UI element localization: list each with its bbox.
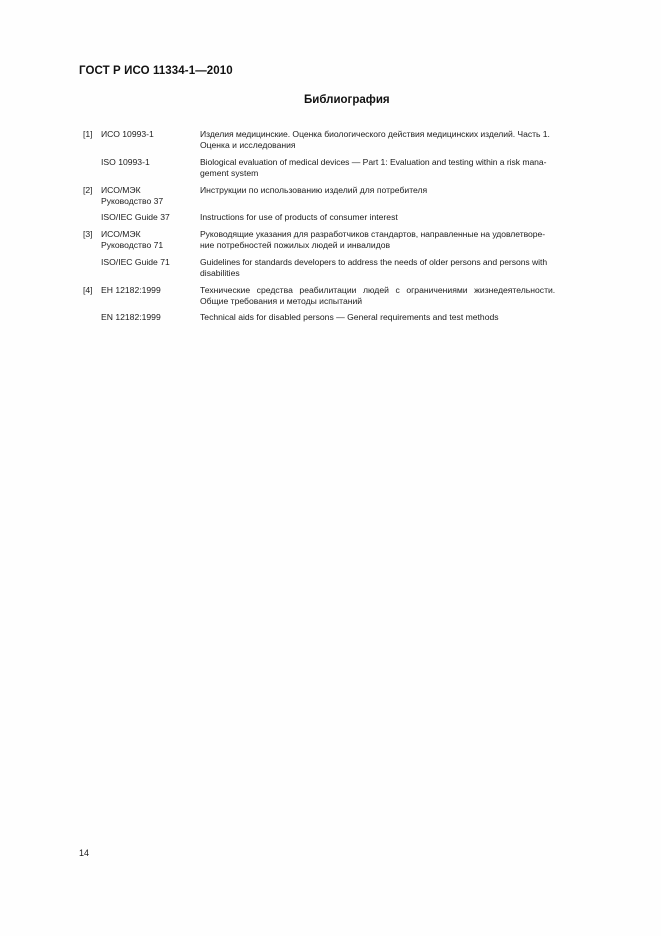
entry-title <box>200 312 613 323</box>
entry-title <box>200 212 613 223</box>
section-title: Библиография <box>304 94 390 106</box>
bibliography-entry <box>83 129 613 179</box>
entry-title-line: Технические средства реабилитации людей с ограничениями жизнедеятельности. <box>200 284 556 295</box>
entry-reference-line: Руководство 37 <box>101 195 164 206</box>
entry-title-line: Общие требования и методы испытаний <box>200 295 363 306</box>
entry-english-row <box>83 212 613 223</box>
entry-title <box>200 285 613 307</box>
entry-title-line: Оценка и исследования <box>200 140 296 151</box>
entry-title-line: Инструкции по использованию изделий для потребителя <box>200 184 428 195</box>
entry-reference <box>101 185 200 207</box>
entry-english-row <box>83 157 613 179</box>
entry-reference: EN 12182:1999 <box>101 312 161 323</box>
entry-russian-row <box>83 285 613 307</box>
entry-english-row <box>83 257 613 279</box>
entry-reference: ИСО 10993-1 <box>101 129 154 139</box>
entry-reference: ISO/IEC Guide 71 <box>101 256 170 267</box>
entry-number: [3] <box>83 228 93 239</box>
entry-russian-row <box>83 129 613 151</box>
entry-title-line: gement system <box>200 168 259 178</box>
entry-title-line: Руководящие указания для разработчиков стандартов, направленные на удовлетворе- <box>200 228 546 239</box>
entry-reference: ЕН 12182:1999 <box>101 284 161 295</box>
entry-title-line: ние потребностей пожилых людей и инвалидов <box>200 240 391 251</box>
entry-number: [1] <box>83 129 93 139</box>
entry-title-line: Изделия медицинские. Оценка биологического действия медицинских изделий. Часть 1. <box>200 129 550 139</box>
entry-reference <box>101 229 200 251</box>
entry-title <box>200 257 613 279</box>
page-number: 14 <box>79 848 90 858</box>
entry-reference: ISO 10993-1 <box>101 156 150 167</box>
entry-reference-line: ИСО/МЭК <box>101 228 141 239</box>
bibliography-list <box>83 129 613 329</box>
entry-title-line: Biological evaluation of medical devices — Part 1: Evaluation and testing within a risk mana- <box>200 156 547 167</box>
entry-title-line: disabilities <box>200 267 240 278</box>
entry-reference: ISO/IEC Guide 37 <box>101 212 170 223</box>
entry-title-line: Guidelines for standards developers to address the needs of older persons and persons with <box>200 256 548 267</box>
entry-number: [4] <box>83 284 93 295</box>
document-code-header: ГОСТ Р ИСО 11334-1—2010 <box>79 65 233 77</box>
entry-title <box>200 129 613 151</box>
bibliography-entry <box>83 285 613 324</box>
entry-russian-row <box>83 185 613 207</box>
bibliography-entry <box>83 185 613 224</box>
entry-number: [2] <box>83 184 93 195</box>
bibliography-entry <box>83 229 613 279</box>
entry-title <box>200 157 613 179</box>
entry-title-line: Technical aids for disabled persons — General requirements and test methods <box>200 312 499 323</box>
entry-title-line: Instructions for use of products of consumer interest <box>200 212 398 223</box>
entry-russian-row <box>83 229 613 251</box>
entry-title <box>200 185 613 196</box>
entry-title <box>200 229 613 251</box>
entry-reference-line: Руководство 71 <box>101 240 164 251</box>
entry-reference-line: ИСО/МЭК <box>101 184 141 195</box>
entry-english-row <box>83 312 613 323</box>
